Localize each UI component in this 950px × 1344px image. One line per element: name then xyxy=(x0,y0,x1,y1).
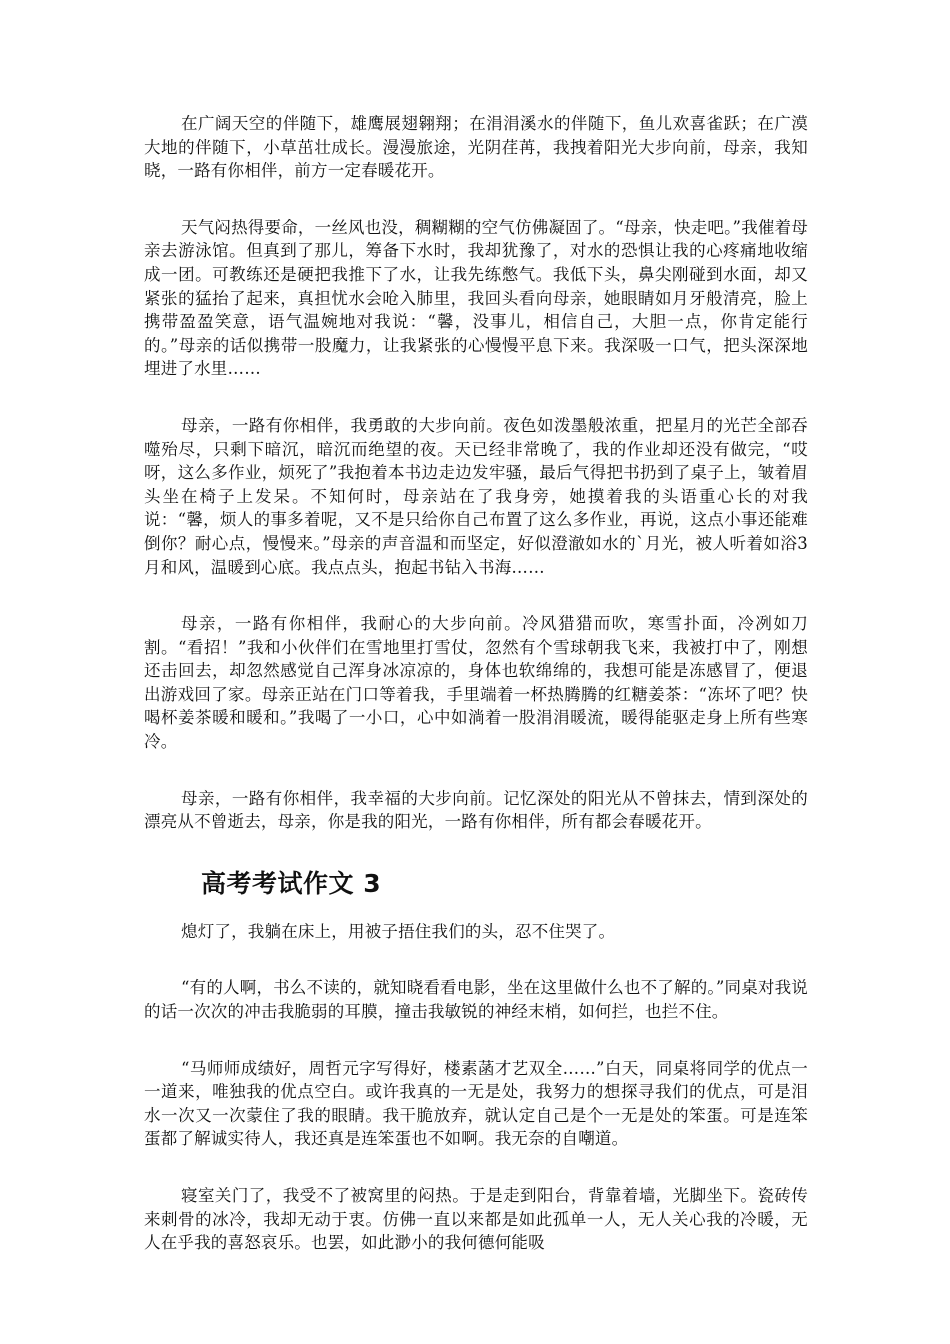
paragraph: 母亲，一路有你相伴，我耐心的大步向前。冷风猎猎而吹，寒雪扑面，冷冽如刀割。“看招！”我和小伙伴们在雪地里打雪仗，忽然有个雪球朝我飞来，我被打中了，刚想还击回去，却忽然感觉自己浑身冰凉凉的，身体也软绵绵的，我想可能是冻感冒了，便退出游戏回了家。母亲正站在门口等着我，手里端着一杯热腾腾的红糖姜茶：“冻坏了吧？快喝杯姜茶暖和暖和。”我喝了一小口，心中如淌着一股涓涓暖流，暖得能驱走身上所有些寒冷。 xyxy=(144,614,808,752)
paragraph: 母亲，一路有你相伴，我幸福的大步向前。记忆深处的阳光从不曾抹去，情到深处的漂亮从不曾逝去，母亲，你是我的阳光，一路有你相伴，所有都会春暖花开。 xyxy=(144,788,808,832)
paragraph: “马师师成绩好，周哲元字写得好，楼素菡才艺双全……”白天，同桌将同学的优点一一道来，唯独我的优点空白。或许我真的一无是处，我努力的想探寻我们的优点，可是泪水一次又一次蒙住了我的眼睛。我干脆放弃，就认定自己是个一无是处的笨蛋。可是连笨蛋都了解诚实待人，我还真是连笨蛋也不如啊。我无奈的自嘲道。 xyxy=(144,1058,808,1149)
paragraph: “有的人啊，书么不读的，就知晓看看电影，坐在这里做什么也不了解的。”同桌对我说的话一次次的冲击我脆弱的耳膜，撞击我敏锐的神经末梢，如何拦，也拦不住。 xyxy=(144,978,808,1022)
paragraph: 母亲，一路有你相伴，我勇敢的大步向前。夜色如泼墨般浓重，把星月的光芒全部吞噬殆尽，只剩下暗沉，暗沉而绝望的夜。天已经非常晚了，我的作业却还没有做完，“哎呀，这么多作业，烦死了”我抱着本书边走边发牢骚，最后气得把书扔到了桌子上，皱着眉头坐在椅子上发呆。不知何时，母亲站在了我身旁，她摸着我的头语重心长的对我说：“馨，烦人的事多着呢，又不是只给你自己布置了这么多作业，再说，这点小事还能难倒你？耐心点，慢慢来。”母亲的声音温和而坚定，好似澄澈如水的`月光，被人听着如浴3月和风，温暖到心底。我点点头，抱起书钻入书海…… xyxy=(144,415,808,577)
section-heading: 高考考试作文 3 xyxy=(201,868,382,898)
paragraph: 天气闷热得要命，一丝风也没，稠糊糊的空气仿佛凝固了。“母亲，快走吧。”我催着母亲去游泳馆。但真到了那儿，筹备下水时，我却犹豫了，对水的恐惧让我的心疼痛地收缩成一团。可教练还是硬把我推下了水，让我先练憋气。我低下头，鼻尖刚碰到水面，却又紧张的猛抬了起来，真担忧水会呛入肺里，我回头看向母亲，她眼睛如月牙般清亮，脸上携带盈盈笑意，语气温婉地对我说：“馨，没事儿，相信自己，大胆一点，你肯定能行的。”母亲的话似携带一股魔力，让我紧张的心慢慢平息下来。我深吸一口气，把头深深地埋进了水里…… xyxy=(144,217,808,379)
document-body xyxy=(144,112,808,1288)
paragraph: 在广阔天空的伴随下，雄鹰展翅翱翔；在涓涓溪水的伴随下，鱼儿欢喜雀跃；在广漠大地的伴随下，小草茁壮成长。漫漫旅途，光阴荏苒，我拽着阳光大步向前，母亲，我知晓，一路有你相伴，前方一定春暖花开。 xyxy=(144,114,808,181)
paragraph: 寝室关门了，我受不了被窝里的闷热。于是走到阳台，背靠着墙，光脚坐下。瓷砖传来刺骨的冰冷，我却无动于衷。仿佛一直以来都是如此孤单一人，无人关心我的冷暖，无人在乎我的喜怒哀乐。也罢，如此渺小的我何德何能吸 xyxy=(144,1186,808,1253)
paragraph: 熄灯了，我躺在床上，用被子捂住我们的头，忍不住哭了。 xyxy=(181,921,616,941)
